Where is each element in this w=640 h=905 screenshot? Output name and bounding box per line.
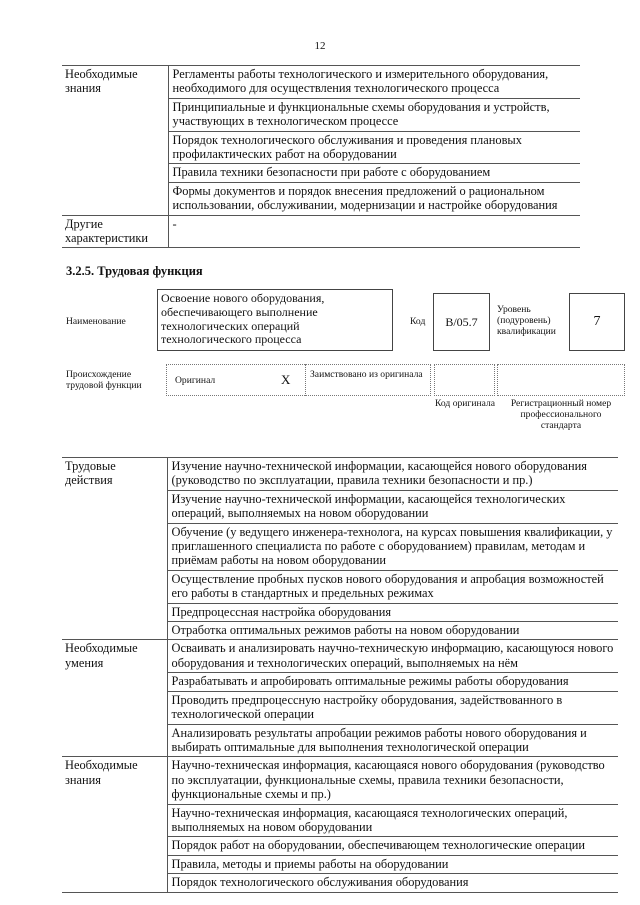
page-number: 12 [314, 40, 326, 52]
code-value: В/05.7 [433, 293, 490, 351]
table-cell: Правила техники безопасности при работе с оборудованием [168, 164, 580, 182]
table-cell: - [168, 215, 580, 248]
function-name: Освоение нового оборудования, обеспечивающего выполнение технологических операций технологического процесса [157, 289, 393, 351]
table-cell: Регламенты работы технологического и измерительного оборудования, необходимого для осуществления технологического процесса [168, 66, 580, 99]
row-label: Другие характеристики [62, 215, 168, 248]
origin-mark: X [281, 372, 291, 387]
main-table [62, 457, 618, 893]
name-label: Наименование [66, 316, 126, 327]
table-cell: Изучение научно-технической информации, касающейся технологических операций, выполняемых на новом оборудовании [167, 490, 618, 523]
origin-code-caption: Код оригинала [434, 398, 496, 409]
table-cell: Изучение научно-технической информации, касающейся нового оборудования (руководство по эксплуатации, правила техники безопасности и пр.) [167, 458, 618, 491]
row-label: Необходимые умения [62, 640, 167, 757]
row-label: Необходимые знания [62, 66, 168, 216]
table-cell: Порядок технологического обслуживания оборудования [167, 874, 618, 892]
section-title: 3.2.5. Трудовая функция [66, 264, 203, 278]
origin-original: Оригинал [175, 375, 216, 386]
origin-reg-caption: Регистрационный номер профессионального стандарта [510, 398, 612, 431]
row-label: Необходимые знания [62, 757, 167, 892]
table-cell: Проводить предпроцессную настройку оборудования, задействованного в технологической операции [167, 691, 618, 724]
top-table [62, 65, 580, 248]
table-cell: Отработка оптимальных режимов работы на новом оборудовании [167, 622, 618, 640]
origin-borrowed: Заимствовано из оригинала [310, 369, 423, 380]
level-value: 7 [569, 293, 625, 351]
table-cell: Принципиальные и функциональные схемы оборудования и устройств, участвующих в технологическом процессе [168, 98, 580, 131]
table-cell: Порядок работ на оборудовании, обеспечивающем технологические операции [167, 837, 618, 855]
row-label: Трудовые действия [62, 458, 167, 640]
table-cell: Предпроцессная настройка оборудования [167, 603, 618, 621]
table-cell: Порядок технологического обслуживания и проведения плановых профилактических работ на оборудовании [168, 131, 580, 164]
table-cell: Научно-техническая информация, касающаяся нового оборудования (руководство по эксплуатации, функциональные схемы, правила техники безопасности, функциональные схемы и пр.) [167, 757, 618, 804]
origin-label: Происхождение трудовой функции [66, 369, 142, 391]
code-label: Код [410, 316, 426, 327]
table-cell: Обучение (у ведущего инженера-технолога, на курсах повышения квалификации, у приглашенного специалиста по работе с оборудованием) правилам, методам и приёмам работы на новом оборудовании [167, 523, 618, 570]
level-label: Уровень (подуровень) квалификации [497, 304, 556, 337]
table-cell: Правила, методы и приемы работы на оборудовании [167, 855, 618, 873]
table-cell: Формы документов и порядок внесения предложений о рациональном использовании, обслуживании, модернизации и настройке оборудования [168, 182, 580, 215]
table-cell: Научно-техническая информация, касающаяся технологических операций, выполняемых на новом оборудовании [167, 804, 618, 837]
table-cell: Разрабатывать и апробировать оптимальные режимы работы оборудования [167, 673, 618, 691]
table-cell: Анализировать результаты апробации режимов работы нового оборудования и выбирать оптимальные для выполнения технологической операции [167, 724, 618, 757]
table-cell: Осваивать и анализировать научно-техническую информацию, касающуюся нового оборудования и технологических операций, выполняемых на нём [167, 640, 618, 673]
table-cell: Осуществление пробных пусков нового оборудования и апробация возможностей его работы в стандартных и предельных режимах [167, 570, 618, 603]
